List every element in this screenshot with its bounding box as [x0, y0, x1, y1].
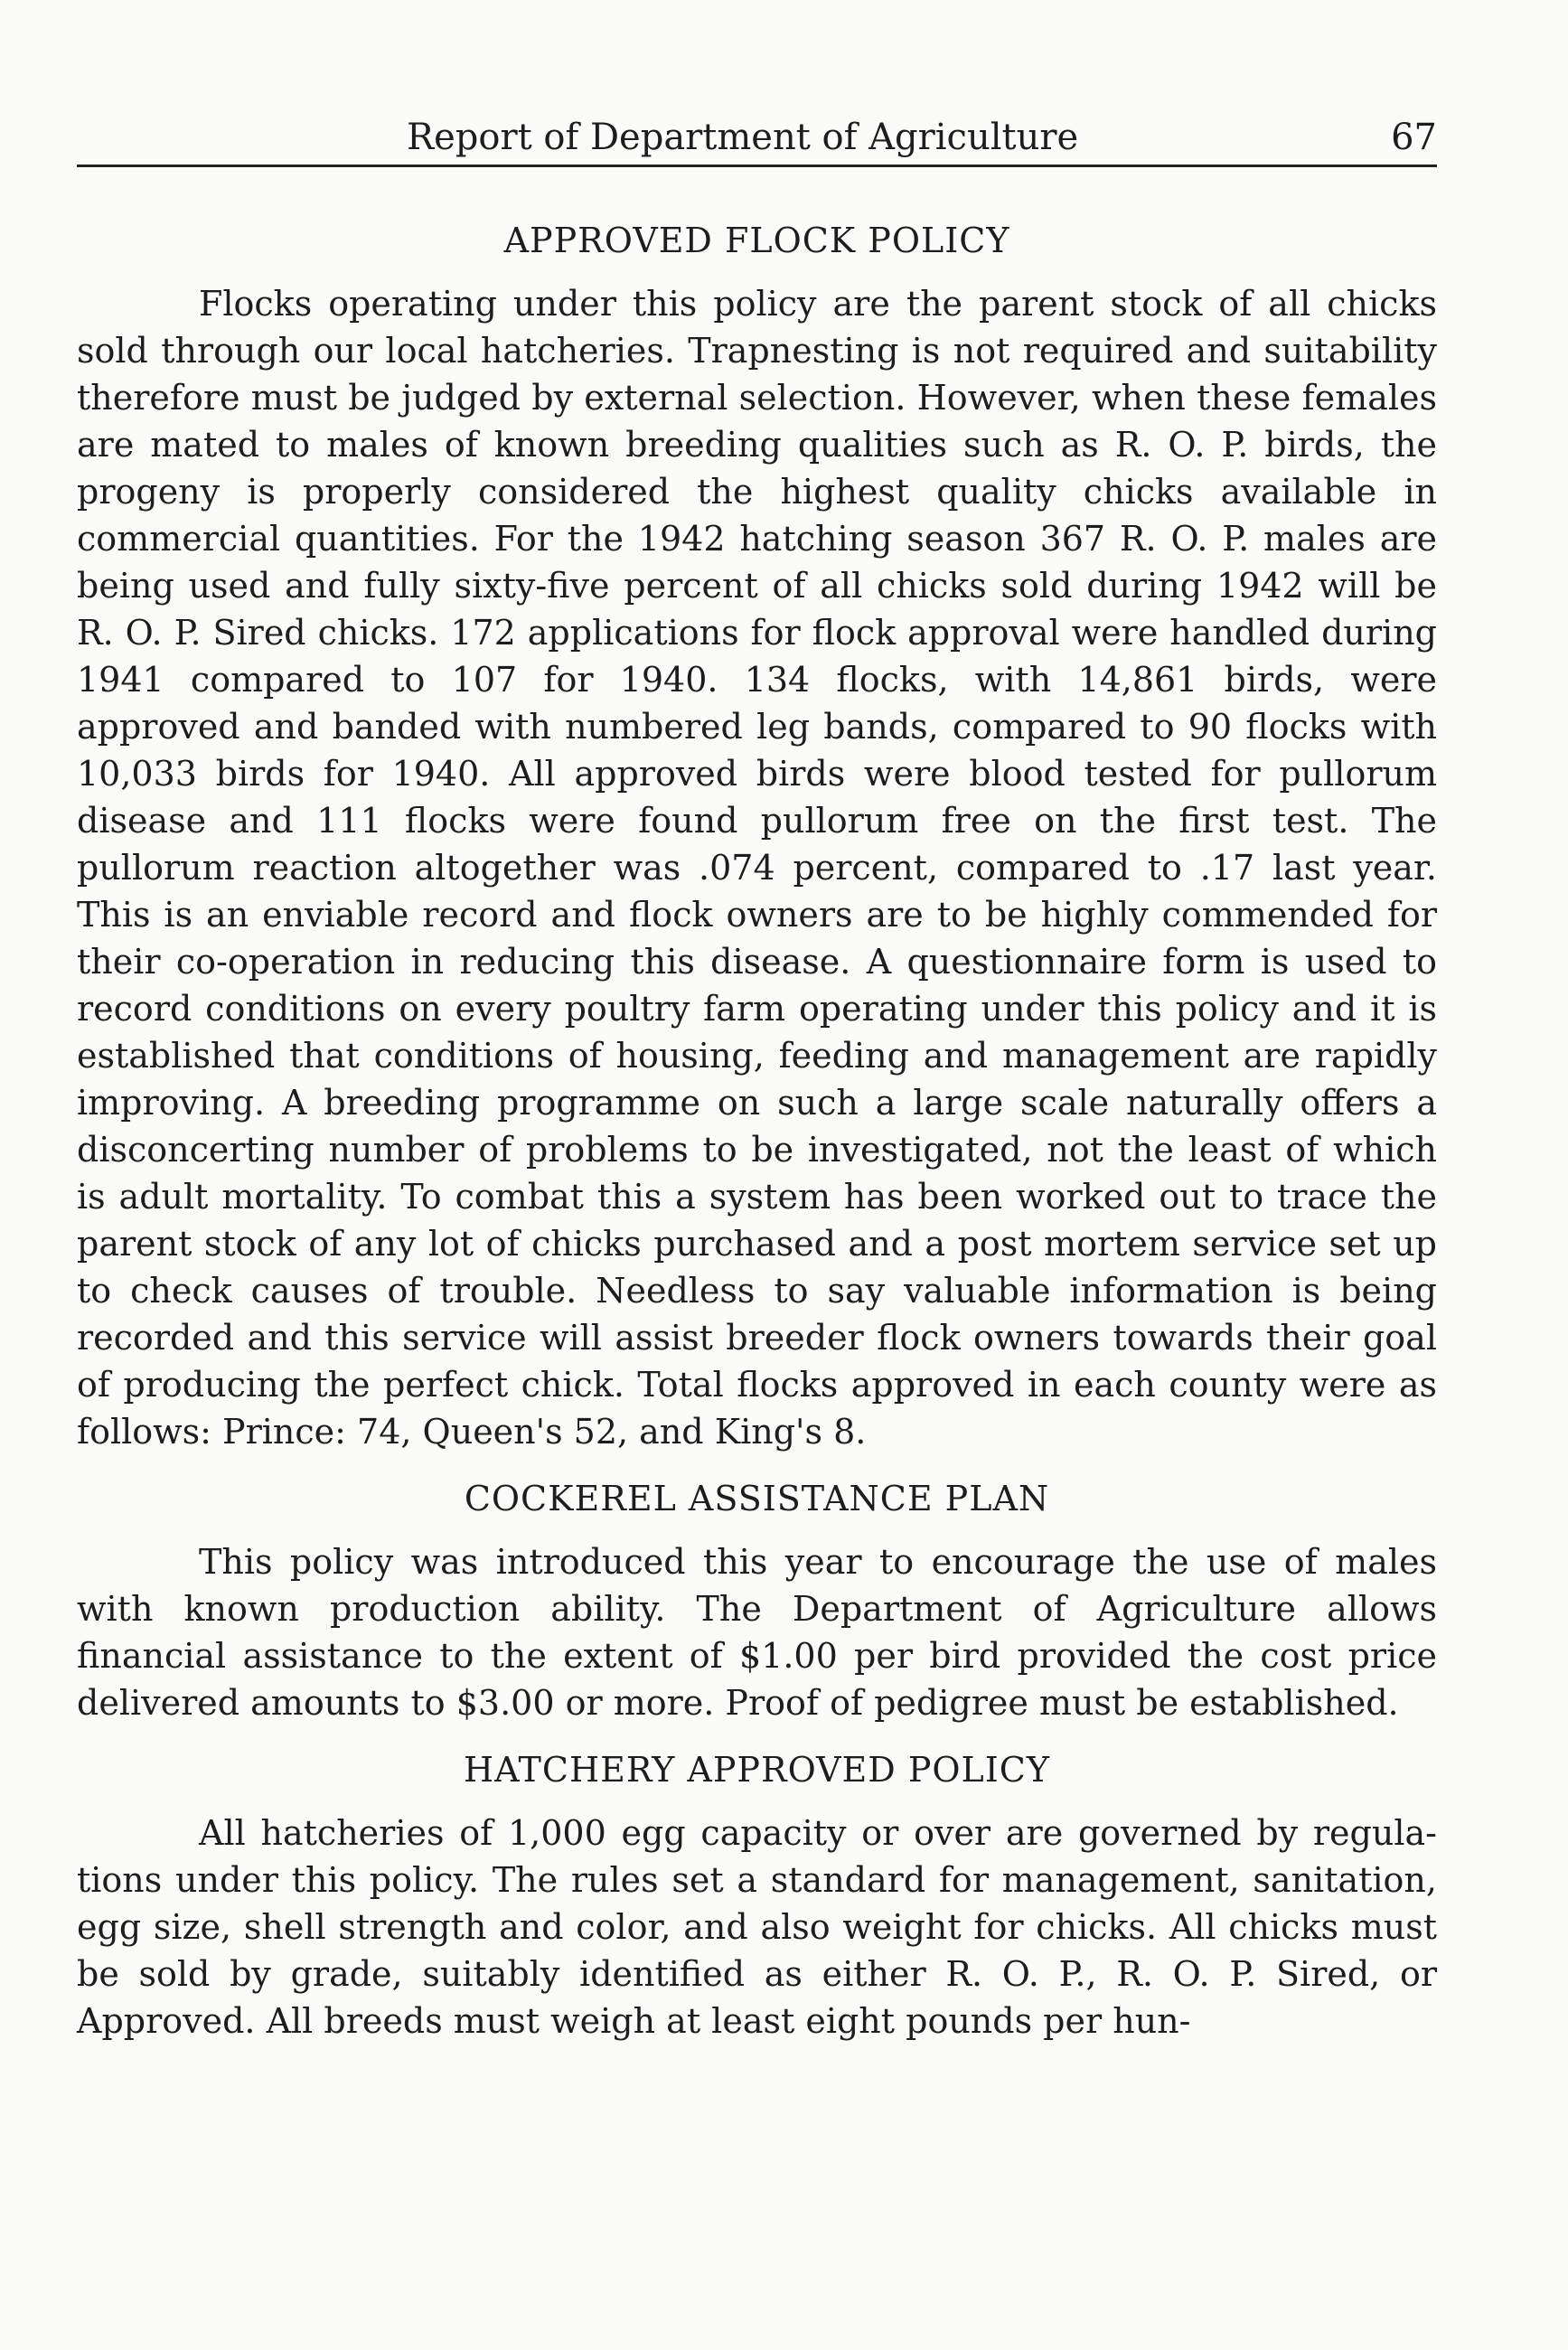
section-heading-approved-flock-policy: APPROVED FLOCK POLICY [503, 221, 1010, 260]
section-heading-cockerel-assistance-plan: COCKEREL ASSISTANCE PLAN [464, 1479, 1050, 1518]
running-title: Report of Department of Agriculture [407, 117, 1079, 158]
running-header [77, 110, 1437, 167]
page-content [77, 217, 1437, 2054]
section-heading-hatchery-approved-policy: HATCHERY APPROVED POLICY [464, 1750, 1050, 1790]
section-body-approved-flock-policy: Flocks operating under this policy are the parent stock of all chicks sold through our local hatcheries. Trapnesting is not required and suitability therefore must be judged by external selection. However, when these females are mated to males of known breeding qualities such as R. O. P. birds, the progeny is properly considered the highest quality chicks available in commercial quantities. For the 1942 hatching season 367 R. O. P. males are being used and fully sixty-five percent of all chicks sold during 1942 will be R. O. P. Sired chicks. 172 applications for flock approval were handled during 1941 compared to 107 for 1940. 134 flocks, with 14,861 birds, were approved and banded with numbered leg bands, compared to 90 flocks with 10,033 birds for 1940. All approved birds were blood tested for pullorum disease and 111 flocks were found pullorum free on the first test. The pullorum reaction altogether was .074 percent, compared to .17 last year. This is an enviable record and flock owners are to be highly commended for their co-operation in reducing this disease. A questionnaire form is used to record conditions on every poultry farm operating under this policy and it is established that conditions of housing, feeding and management are rapidly improving. A breeding programme on such a large scale naturally offers a disconcerting number of problems to be investigated, not the least of which is adult mortality. To combat this a system has been worked out to trace the parent stock of any lot of chicks purchased and a post mortem service set up to check causes of trouble. Needless to say valuable information is being recorded and this service will assist breeder flock owners towards their goal of producing the perfect chick. Total flocks approved in each county were as follows: Prince: 74, Queen's 52, and King's 8. [77, 284, 1437, 1452]
section-body-hatchery-approved-policy: All hatcheries of 1,000 egg capacity or over are governed by regulations under this policy. The rules set a standard for management, sanitation, egg size, shell strength and color, and also weight for chicks. All chicks must be sold by grade, suitably identified as either R. O. P., R. O. P. Sired, or Approved. All breeds must weigh at least eight pounds per hun- [77, 1813, 1437, 2041]
section-body-cockerel-assistance-plan: This policy was introduced this year to encourage the use of males with known production ability. The Department of Agriculture allows financial assistance to the extent of $1.00 per bird provided the cost price delivered amounts to $3.00 or more. Proof of pedigree must be established. [77, 1542, 1437, 1723]
page-number: 67 [1391, 117, 1437, 158]
